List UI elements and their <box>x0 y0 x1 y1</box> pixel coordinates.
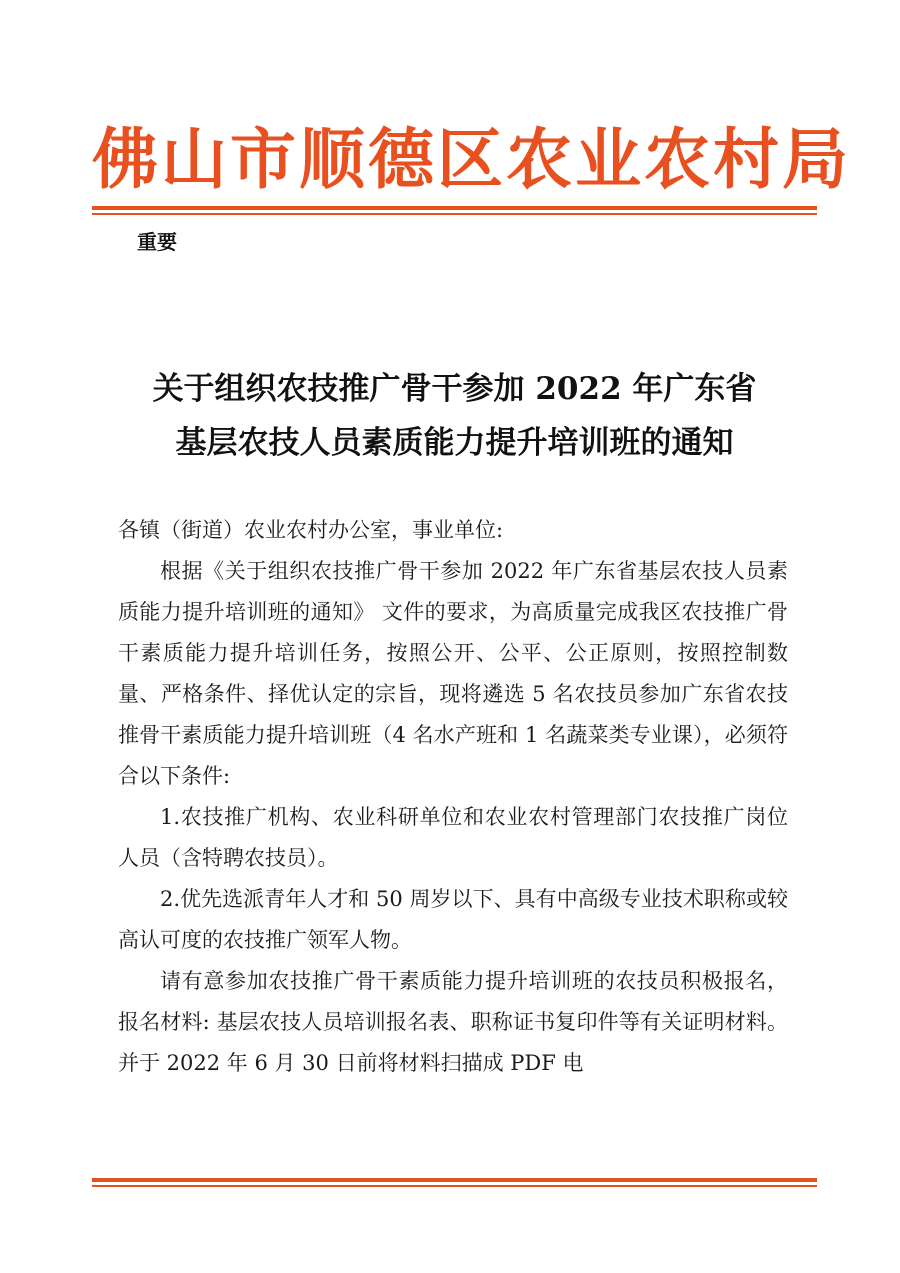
document-title <box>92 362 817 470</box>
document-body <box>118 510 788 1084</box>
paragraph-condition-1: 1.农技推广机构、农业科研单位和农业农村管理部门农技推广岗位人员（含特聘农技员）。 <box>118 805 788 870</box>
footer-rule-thin <box>92 1185 817 1187</box>
paragraph-condition-2: 2.优先选派青年人才和 50 周岁以下、具有中高级专业技术职称或较高认可度的农技推广领军人物。 <box>118 887 788 952</box>
issuer-title: 佛山市顺德区农业农村局 <box>92 121 851 198</box>
header-rule-thin <box>92 213 817 215</box>
salutation: 各镇（街道）农业农村办公室，事业单位: <box>118 518 504 542</box>
header-rule-thick <box>92 206 817 210</box>
paragraph-basis: 根据《关于组织农技推广骨干参加 2022 年广东省基层农技人员素质能力提升培训班的通知》 文件的要求，为高质量完成我区农技推广骨干素质能力提升培训任务，按照公开、公平、公正原则，按照控制数量、严格条件、择优认定的宗旨，现将遴选 5 名农技员参加广东省农技推骨干素质能力提升培训班（4 名水产班和 1 名蔬菜类专业课），必须符合以下条件: <box>118 559 788 788</box>
footer-rule-thick <box>92 1178 817 1182</box>
document-title-line-2: 基层农技人员素质能力提升培训班的通知 <box>175 425 734 461</box>
priority-mark: 重要 <box>137 230 177 254</box>
document-title-line-1: 关于组织农技推广骨干参加 2022 年广东省 <box>152 371 757 407</box>
paragraph-registration: 请有意参加农技推广骨干素质能力提升培训班的农技员积极报名，报名材料: 基层农技人员培训报名表、职称证书复印件等有关证明材料。并于 2022 年 6 月 30 日前将材料扫描成 PDF 电 <box>118 969 788 1075</box>
